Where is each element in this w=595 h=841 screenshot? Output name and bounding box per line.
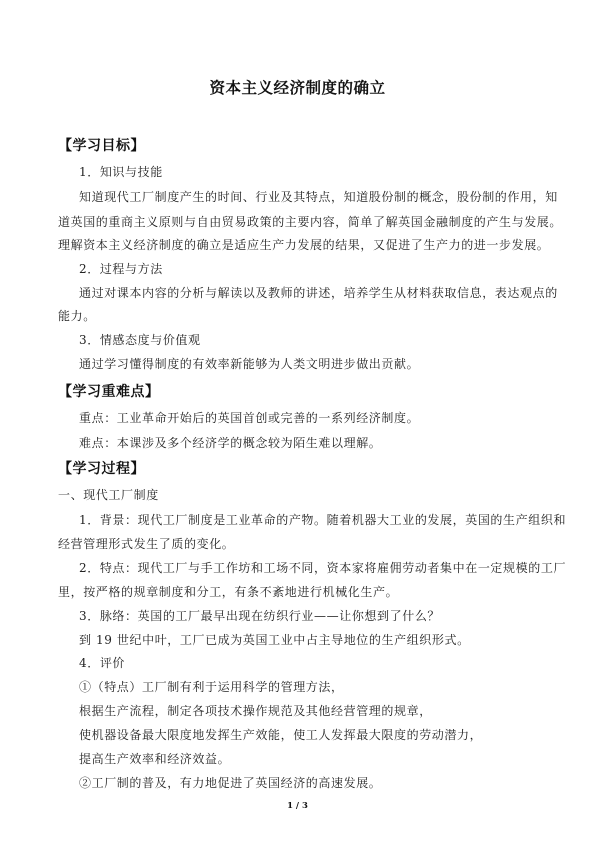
- paragraph-line: 能力。: [58, 309, 96, 323]
- paragraph-line: 根据生产流程，制定各项技术操作规范及其他经营管理的规章，: [79, 704, 432, 718]
- section-heading-goals: 【学习目标】: [58, 138, 145, 154]
- goal-2-title: 2．过程与方法: [79, 262, 163, 276]
- paragraph-line: 经营管理形式发生了质的变化。: [58, 537, 235, 551]
- paragraph-line: 知道现代工厂制度产生的时间、行业及其特点，知道股份制的概念，股份制的作用，知: [79, 190, 558, 204]
- subsection-title: 一、现代工厂制度: [58, 488, 159, 502]
- goal-3-title: 3．情感态度与价值观: [79, 333, 201, 347]
- paragraph-line: 使机器设备最大限度地发挥生产效能，使工人发挥最大限度的劳动潜力，: [79, 728, 483, 742]
- paragraph-line: 理解资本主义经济制度的确立是适应生产力发展的结果，又促进了生产力的进一步发展。: [58, 238, 550, 252]
- paragraph-line: 3．脉络：英国的工厂最早出现在纺织行业——让你想到了什么？: [79, 609, 441, 623]
- paragraph-line: 到 19 世纪中叶，工厂已成为英国工业中占主导地位的生产组织形式。: [79, 633, 470, 647]
- paragraph-line: 提高生产效率和经济效益。: [79, 752, 231, 766]
- paragraph-line: 2．特点：现代工厂与手工作坊和工场不同，资本家将雇佣劳动者集中在一定规模的工厂: [79, 561, 567, 575]
- page-number: 1 / 3: [287, 801, 308, 811]
- paragraph-line: 4．评价: [79, 656, 126, 670]
- section-heading-process: 【学习过程】: [58, 461, 145, 477]
- paragraph-line: 道英国的重商主义原则与自由贸易政策的主要内容，简单了解英国金融制度的产生与发展。: [58, 215, 563, 229]
- paragraph-line: 通过学习懂得制度的有效率新能够为人类文明进步做出贡献。: [79, 357, 420, 371]
- section-heading-keypoints: 【学习重难点】: [58, 384, 160, 400]
- paragraph-line: ①（特点）工厂制有利于运用科学的管理方法，: [79, 680, 344, 694]
- paragraph-line: 通过对课本内容的分析与解读以及教师的讲述，培养学生从材料获取信息，表达观点的: [79, 286, 558, 300]
- goal-1-title: 1．知识与技能: [79, 165, 163, 179]
- key-point: 重点：工业革命开始后的英国首创或完善的一系列经济制度。: [79, 411, 420, 425]
- paragraph-line: 1．背景：现代工厂制度是工业革命的产物。随着机器大工业的发展，英国的生产组织和: [79, 513, 567, 527]
- difficult-point: 难点：本课涉及多个经济学的概念较为陌生难以理解。: [79, 436, 382, 450]
- paragraph-line: ②工厂制的普及，有力地促进了英国经济的高速发展。: [79, 776, 382, 790]
- paragraph-line: 里，按严格的规章制度和分工，有条不紊地进行机械化生产。: [58, 585, 399, 599]
- page-title: 资本主义经济制度的确立: [209, 79, 386, 97]
